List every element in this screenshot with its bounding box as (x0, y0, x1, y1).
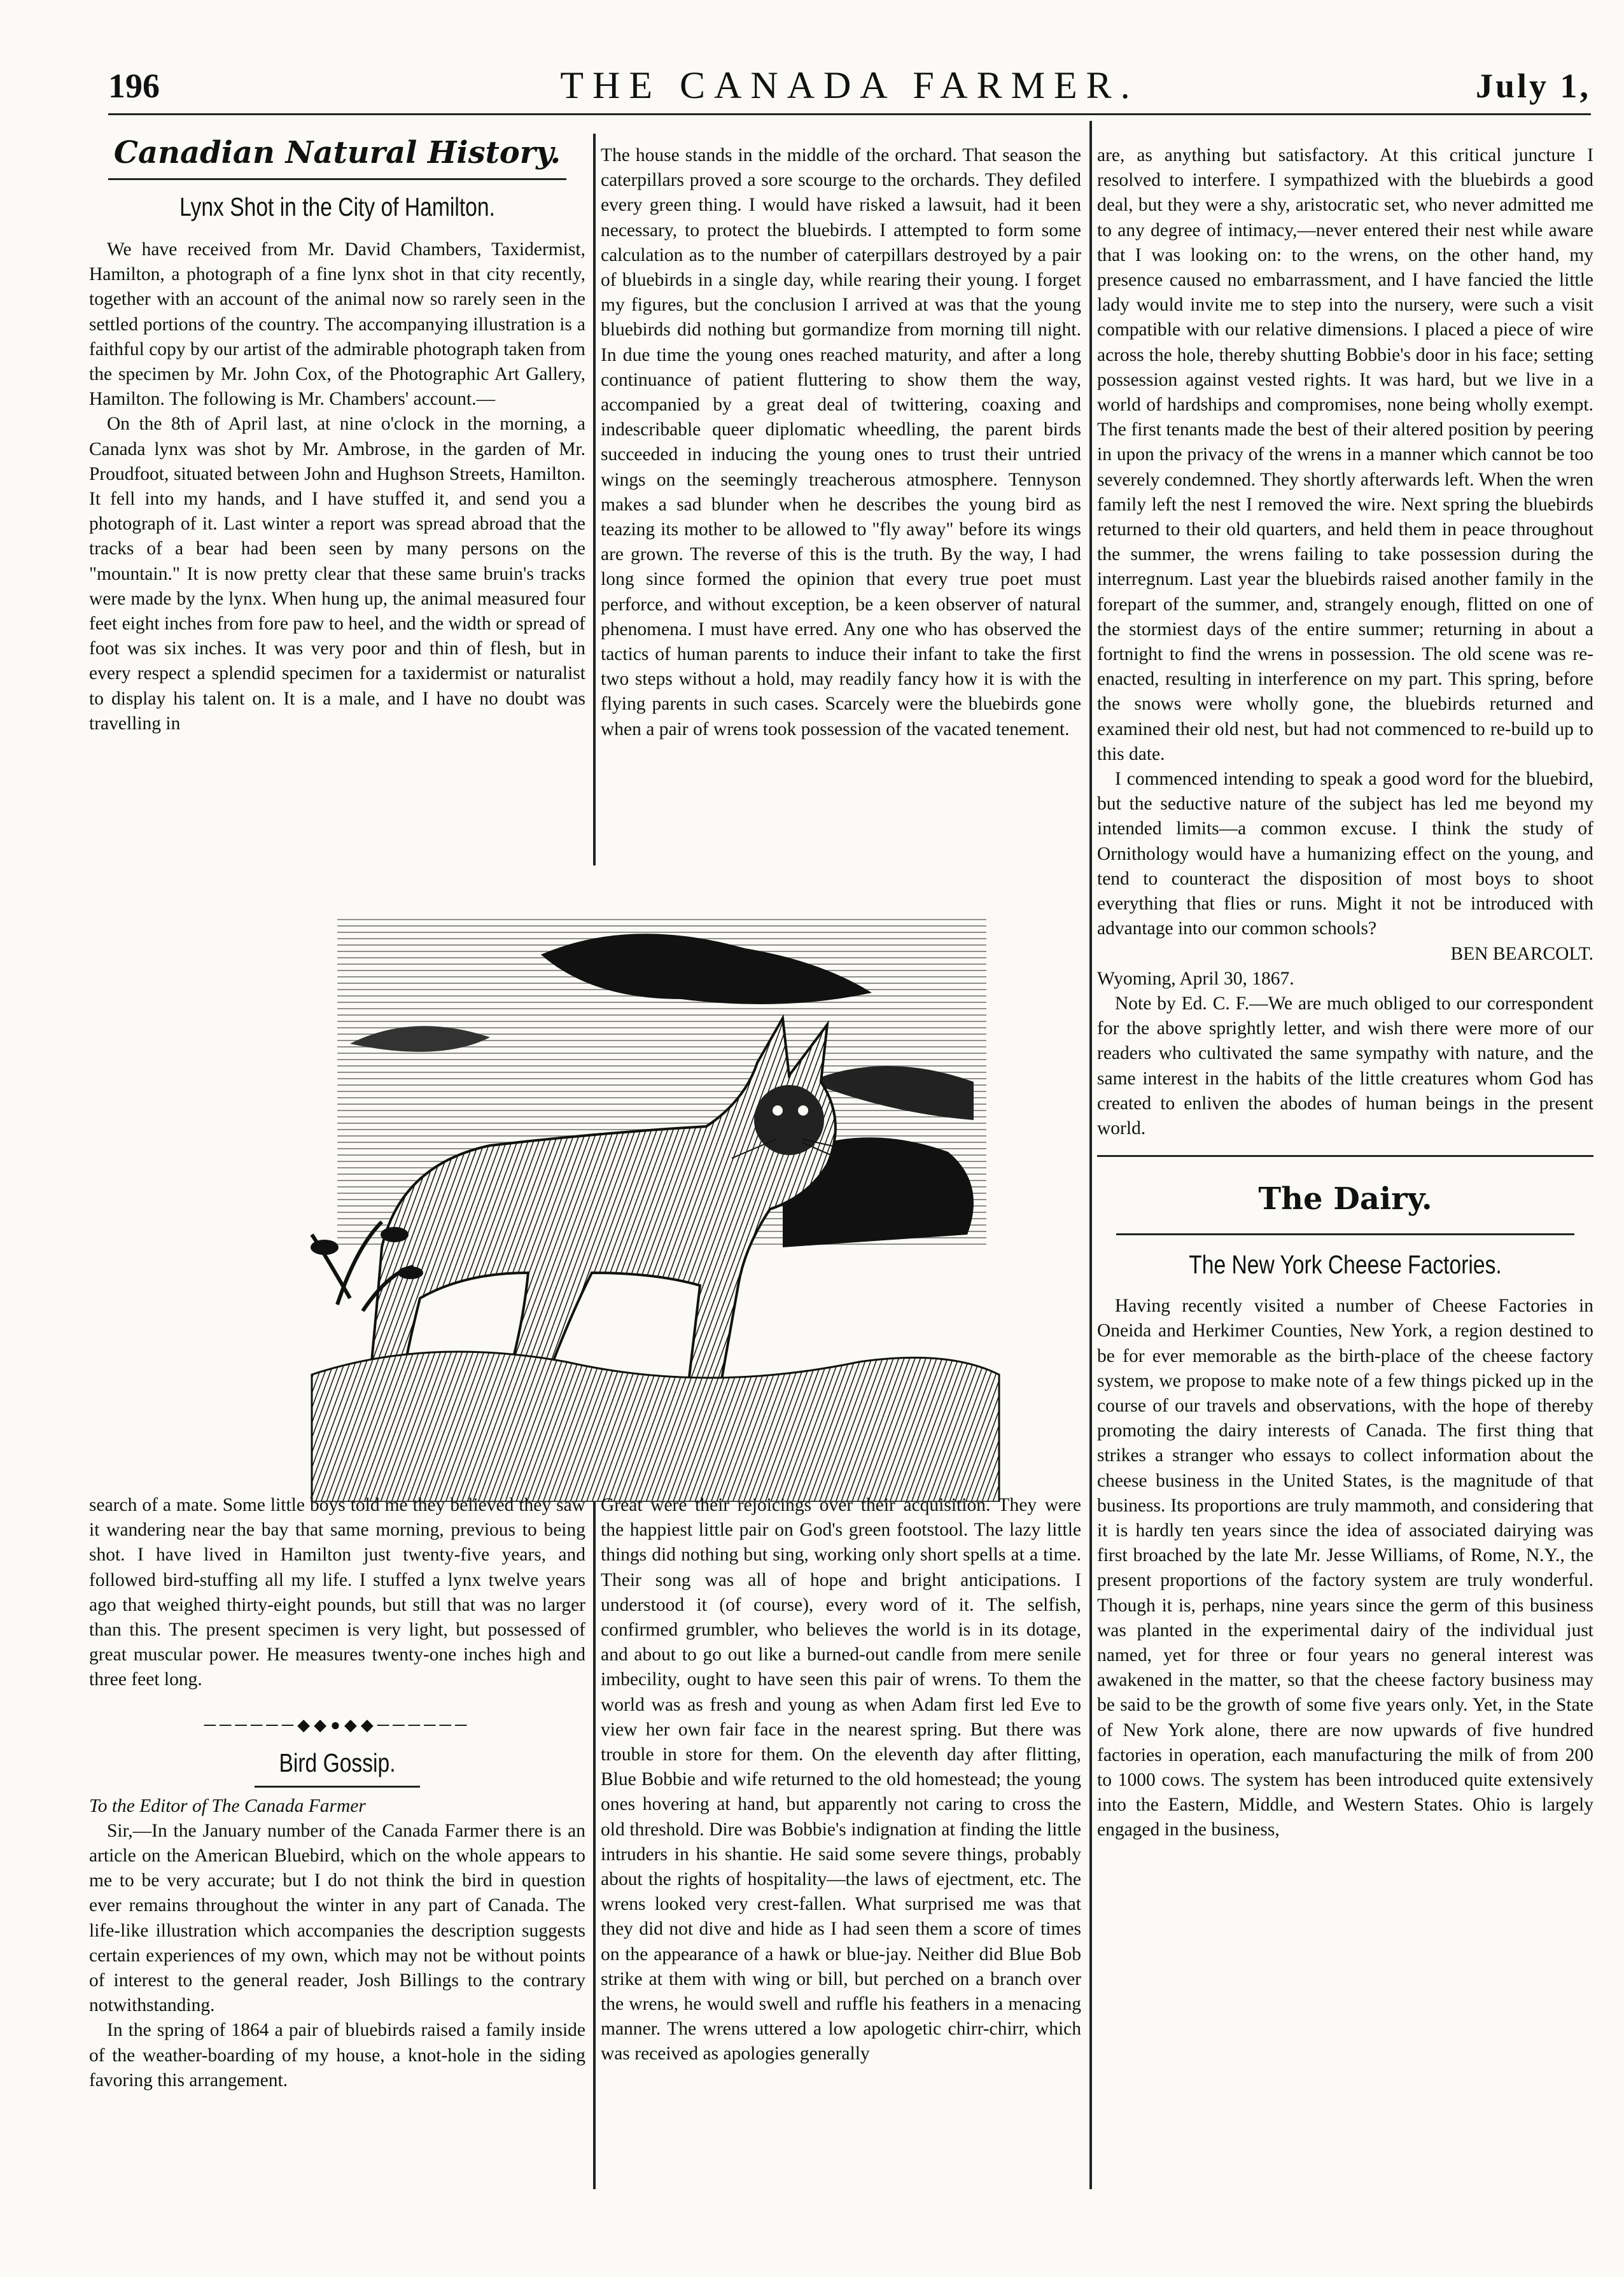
article-title-lynx: Lynx Shot in the City of Hamilton. (179, 192, 495, 221)
column-2-bottom (601, 1493, 1081, 2193)
column-rule-1 (593, 134, 596, 865)
bird-gossip-continued-3: Great were their rejoicings over their acquisition. They were the happiest little pair on God's green footstool. The lazy little things did nothing but sing, working only short spells at a time. Their song was all of hope and bright anticipations. I understood it (of course), every word of it. The selfish, confirmed grumbler, who believes the world is in its dotage, and about to go out like a burned-out candle from mere senile imbecility, ought to have seen this pair of wrens. To them the world was as fresh and young as when Adam first led Eve to view her own fair face in the nearest spring. But there was trouble in store for them. On the eleventh day after flitting, Blue Bobbie and wife returned to the old homestead; the young ones hovering at hand, but apparently not caring to cross the old threshold. Dire was Bobbie's indignation at finding the little intruders in his shantie. He said some severe things, probably about the rights of hospitality—the laws of ejectment, etc. The wrens looked very crest-fallen. What surprised me was that they did not dive and hide as I had seen them a score of times on the appearance of a hawk or blue-jay. Neither did Blue Bob strike at them with wing or bill, but perched on a branch over the wrens, he would swell and ruffle his feathers in a menacing manner. The wrens uttered a low apologetic chirr-chirr, which was received as apologies generally (601, 1495, 1081, 2064)
masthead: THE CANADA FARMER. (560, 64, 1139, 106)
bird-gossip-closing: I commenced intending to speak a good word for the bluebird, but the seductive nature of the subject has led me beyond my intended limits—a common excuse. I think the study of Ornithology would have a humanizing effect on the young, and tend to counteract the disposition of most boys to shoot everything that flies or runs. Might it not be introduced with advantage into our common schools? (1097, 769, 1593, 939)
article-title-cheese: The New York Cheese Factories. (1189, 1250, 1502, 1280)
bird-gossip-paragraph-1: Sir,—In the January number of the Canada Farmer there is an article on the American Bluebird, which on the whole appears to me to be very accurate; but I do not think the bird in question ever remains throughout the winter in any part of Canada. The life-like illustration which accompanies the description suggests certain experiences of my own, which may not be without points of interest to the general reader, Josh Billings to the contrary notwithstanding. (89, 1820, 585, 2016)
lynx-illustration (299, 891, 1012, 1502)
column-rule-2 (1089, 121, 1092, 2189)
ornament-divider: ──────◆◆●◆◆────── (204, 1715, 471, 1734)
section-heading-natural-history: Canadian Natural History. (113, 135, 561, 171)
divider (108, 178, 566, 180)
running-head (108, 61, 1591, 109)
bird-gossip-paragraph-2: In the spring of 1864 a pair of bluebirds raised a family inside of the weather-boarding of my house, a knot-hole in the siding favoring this arrangement. (89, 2020, 585, 2091)
column-2-top (601, 143, 1081, 878)
column-1-top (89, 134, 585, 885)
letter-salutation: To the Editor of The Canada Farmer (89, 1795, 366, 1816)
article-title-bird-gossip: Bird Gossip. (279, 1748, 396, 1777)
column-rule-1-bottom (593, 1483, 596, 2189)
issue-date: July 1, (1475, 67, 1591, 105)
letter-dateline: Wyoming, April 30, 1867. (1097, 968, 1294, 989)
letter-signature: BEN BEARCOLT. (1450, 943, 1593, 964)
page-number: 196 (108, 67, 160, 105)
section-heading-dairy: The Dairy. (1258, 1181, 1432, 1217)
cheese-article-text: Having recently visited a number of Cheese Factories in Oneida and Herkimer Counties, New York, a region destined to be for ever memorable as the birth-place of the cheese factory system, we propose to make note of a few things picked up in the course of our travels and observations, with the hope of thereby promoting the dairy interests of Canada. The first thing that strikes a stranger who essays to collect information about the cheese business in the United States, is the magnitude of that business. Its proportions are truly mammoth, and considering that it is hardly ten years since the idea of associated dairying was first broached by the late Mr. Jesse Williams, of Rome, N.Y., the present proportions of the factory system are truly wonderful. Though it is, perhaps, nine years since the germ of this business was planted in the experimental dairy of the individual just named, yet for three or four years no general interest was awakened in the matter, so that the cheese factory business may be said to be the growth of some five years only. Yet, in the State of New York alone, there are now upwards of five hundred factories in operation, each manufacturing the milk of from 200 to 1000 cows. The system has been introduced quite extensively into the Eastern, Middle, and Western States. Ohio is largely engaged in the business, (1097, 1296, 1593, 1840)
header-rule (108, 113, 1591, 115)
column-3 (1097, 143, 1593, 2199)
lynx-engraving (299, 891, 1012, 1502)
lynx-paragraph-2: On the 8th of April last, at nine o'clock in the morning, a Canada lynx was shot by Mr. Ambrose, in the garden of Mr. Proudfoot, situated between John and Hughson Streets, Hamilton. It fell into my hands, and I have stuffed it, and send you a photograph of it. Last winter a report was spread abroad that the tracks of a bear had been seen by many persons on the "mountain." It is now pretty clear that these same bruin's tracks were made by the lynx. When hung up, the animal measured four feet eight inches from fore paw to heel, and the width or spread of foot was six inches. It was very poor and thin of flesh, but in every respect a splendid specimen for a taxidermist or naturalist to display his talent on. It is a male, and I have no doubt was travelling in (89, 414, 585, 734)
divider (255, 1786, 420, 1788)
bird-gossip-continued-1: The house stands in the middle of the orchard. That season the caterpillars proved a sore scourge to the orchards. They defiled every green thing. I would have risked a lawsuit, had it been necessary, to protect the bluebirds. I attempted to form some calculation as to the number of caterpillars destroyed by a pair of bluebirds in a single day, while rearing their young. I forget my figures, but the conclusion I arrived at was that the young bluebirds did nothing but gormandize from morning till night. In due time the young ones reached maturity, and after a long continuance of patient fluttering to show them the way, accompanied by a great deal of twittering, coaxing and indescribable queer diplomatic wheedling, the parent birds succeeded in inducing the young ones to trust their untried wings on the seemingly treacherous atmosphere. Tennyson makes a sad blunder when he describes the young bird as teazing its mother to be allowed to "fly away" before its wings are grown. The reverse of this is the truth. By the way, I had long since formed the opinion that every true poet must perforce, and without exception, be a keen observer of natural phenomena. I must have erred. Any one who has observed the tactics of human parents to induce their infant to take the first two steps without a hold, may readily fancy how it is with the flying parents in such cases. Scarcely were the bluebirds gone when a pair of wrens took possession of the vacated tenement. (601, 145, 1081, 739)
editor-note: Note by Ed. C. F.—We are much obliged to our correspondent for the above sprightly letter, and wish there were more of our readers who cultivated the same sympathy with nature, and the same interest in the habits of the little creatures whom God has created to enliven the abodes of human beings in the present world. (1097, 993, 1593, 1138)
column-1-bottom (89, 1493, 585, 2193)
lynx-paragraph-1: We have received from Mr. David Chambers, Taxidermist, Hamilton, a photograph of a fine lynx shot in that city recently, together with an account of the animal now so rarely seen in the settled portions of the country. The accompanying illustration is a faithful copy by our artist of the admirable photograph taken from the specimen by Mr. John Cox, of the Photographic Art Gallery, Hamilton. The following is Mr. Chambers' account.— (89, 239, 585, 410)
lynx-paragraph-3: search of a mate. Some little boys told me they believed they saw it wandering near the bay that same morning, previous to being shot. I have lived in Hamilton just twenty-five years, and followed bird-stuffing all my life. I stuffed a lynx twelve years ago that weighed thirty-eight pounds, but still that was no larger than this. The present specimen is very light, but possessed of great muscular power. He measures twenty-one inches high and three feet long. (89, 1495, 585, 1690)
divider (1097, 1155, 1593, 1157)
divider (1116, 1233, 1574, 1235)
bird-gossip-continued-2: are, as anything but satisfactory. At this critical juncture I resolved to interfere. I sympathized with the bluebirds a good deal, but they were a shy, aristocratic set, who never admitted me to any degree of intimacy,—never entered their nest while aware that I was looking on: to the wrens, on the other hand, my presence caused no embarrassment, and I have fancied the little lady would invite me to step into the nursery, were such a visit compatible with our relative dimensions. I placed a piece of wire across the hole, thereby shutting Bobbie's door in his face; setting possession against vested rights. It was hard, but we live in a world of hardships and compromises, none being wholly exempt. The first tenants made the best of their altered position by peering in upon the privacy of the wrens in a manner which cannot be too severely condemned. They shortly afterwards left. When the wren family left the nest I removed the wire. Next spring the bluebirds returned to their old quarters, and held them in peace throughout the summer, the wrens failing to take possession during the interregnum. Last year the bluebirds raised another family in the forepart of the summer, and, strangely enough, flitted on one of the stormiest days of the entire summer; returning in about a fortnight to find the wrens in possession. The old scene was re-enacted, resulting in interference on my part. This spring, before the snows were wholly gone, the bluebirds returned and examined their old nest, but had not commenced to re-build up to this date. (1097, 145, 1593, 764)
